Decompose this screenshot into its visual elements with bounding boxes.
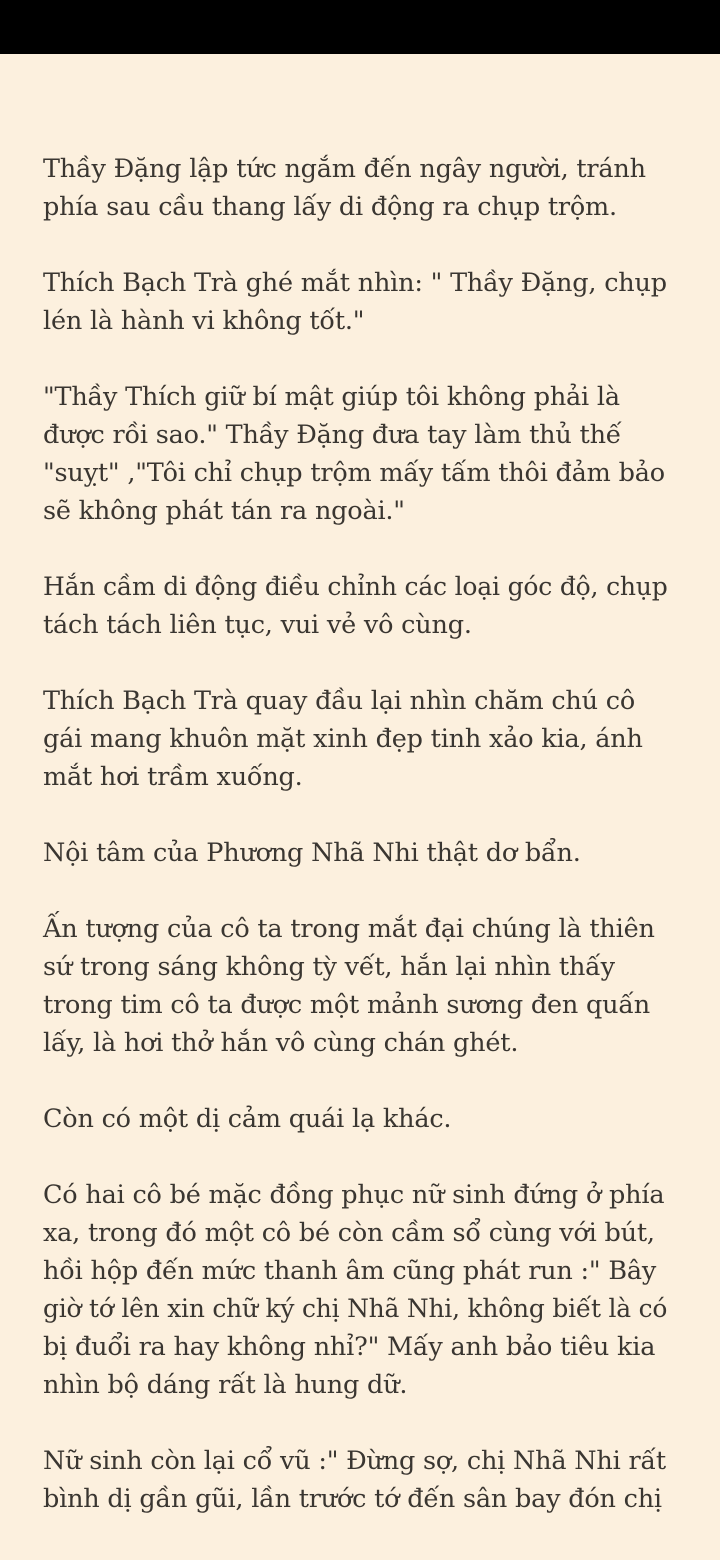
text-line: lén là hành vi không tốt."	[43, 306, 365, 336]
text-line: Có hai cô bé mặc đồng phục nữ sinh đứng ở phía	[43, 1180, 665, 1210]
paragraph	[43, 1100, 673, 1138]
text-line: "suỵt" ,"Tôi chỉ chụp trộm mấy tấm thôi đảm bảo	[43, 458, 665, 488]
paragraph	[43, 834, 673, 872]
text-line: mắt hơi trầm xuống.	[43, 762, 303, 792]
text-line: trong tim cô ta được một mảnh sương đen quấn	[43, 990, 650, 1020]
paragraph	[43, 264, 673, 340]
reader-text-area[interactable]	[0, 54, 720, 1514]
paragraph	[43, 682, 673, 796]
paragraph	[43, 1442, 673, 1514]
bottom-margin	[0, 1514, 720, 1560]
text-line: tách tách liên tục, vui vẻ vô cùng.	[43, 610, 472, 640]
text-line: Còn có một dị cảm quái lạ khác.	[43, 1104, 452, 1134]
text-line: Hắn cầm di động điều chỉnh các loại góc độ, chụp	[43, 572, 668, 601]
text-line: bình dị gần gũi, lần trước tớ đến sân bay đón chị	[43, 1484, 662, 1514]
paragraph	[43, 1176, 673, 1404]
text-line: sứ trong sáng không tỳ vết, hắn lại nhìn thấy	[43, 952, 615, 982]
text-line: Nữ sinh còn lại cổ vũ :" Đừng sợ, chị Nhã Nhi rất	[43, 1446, 666, 1476]
paragraph	[43, 910, 673, 1062]
text-line: phía sau cầu thang lấy di động ra chụp trộm.	[43, 192, 617, 222]
text-line: Ấn tượng của cô ta trong mắt đại chúng là thiên	[43, 914, 655, 944]
text-line: "Thầy Thích giữ bí mật giúp tôi không phải là	[43, 382, 620, 412]
paragraph	[43, 150, 673, 226]
text-line: xa, trong đó một cô bé còn cầm sổ cùng với bút,	[43, 1218, 655, 1248]
text-line: giờ tớ lên xin chữ ký chị Nhã Nhi, không biết là có	[43, 1294, 668, 1323]
chapter-content	[43, 150, 673, 1514]
text-line: Thích Bạch Trà ghé mắt nhìn: " Thầy Đặng, chụp	[43, 268, 667, 298]
text-line: Nội tâm của Phương Nhã Nhi thật dơ bẩn.	[43, 838, 581, 868]
text-line: nhìn bộ dáng rất là hung dữ.	[43, 1370, 408, 1400]
text-line: Thích Bạch Trà quay đầu lại nhìn chăm chú cô	[43, 686, 636, 716]
text-line: lấy, là hơi thở hắn vô cùng chán ghét.	[43, 1028, 519, 1058]
paragraph	[43, 378, 673, 530]
paragraph	[43, 568, 673, 644]
text-line: được rồi sao." Thầy Đặng đưa tay làm thủ thế	[43, 420, 622, 450]
status-bar	[0, 0, 720, 54]
text-line: Thầy Đặng lập tức ngắm đến ngây người, tránh	[43, 154, 646, 184]
text-line: sẽ không phát tán ra ngoài."	[43, 496, 405, 526]
text-line: gái mang khuôn mặt xinh đẹp tinh xảo kia, ánh	[43, 724, 643, 754]
text-line: hồi hộp đến mức thanh âm cũng phát run :" Bây	[43, 1256, 657, 1286]
text-line: bị đuổi ra hay không nhỉ?" Mấy anh bảo tiêu kia	[43, 1332, 656, 1362]
